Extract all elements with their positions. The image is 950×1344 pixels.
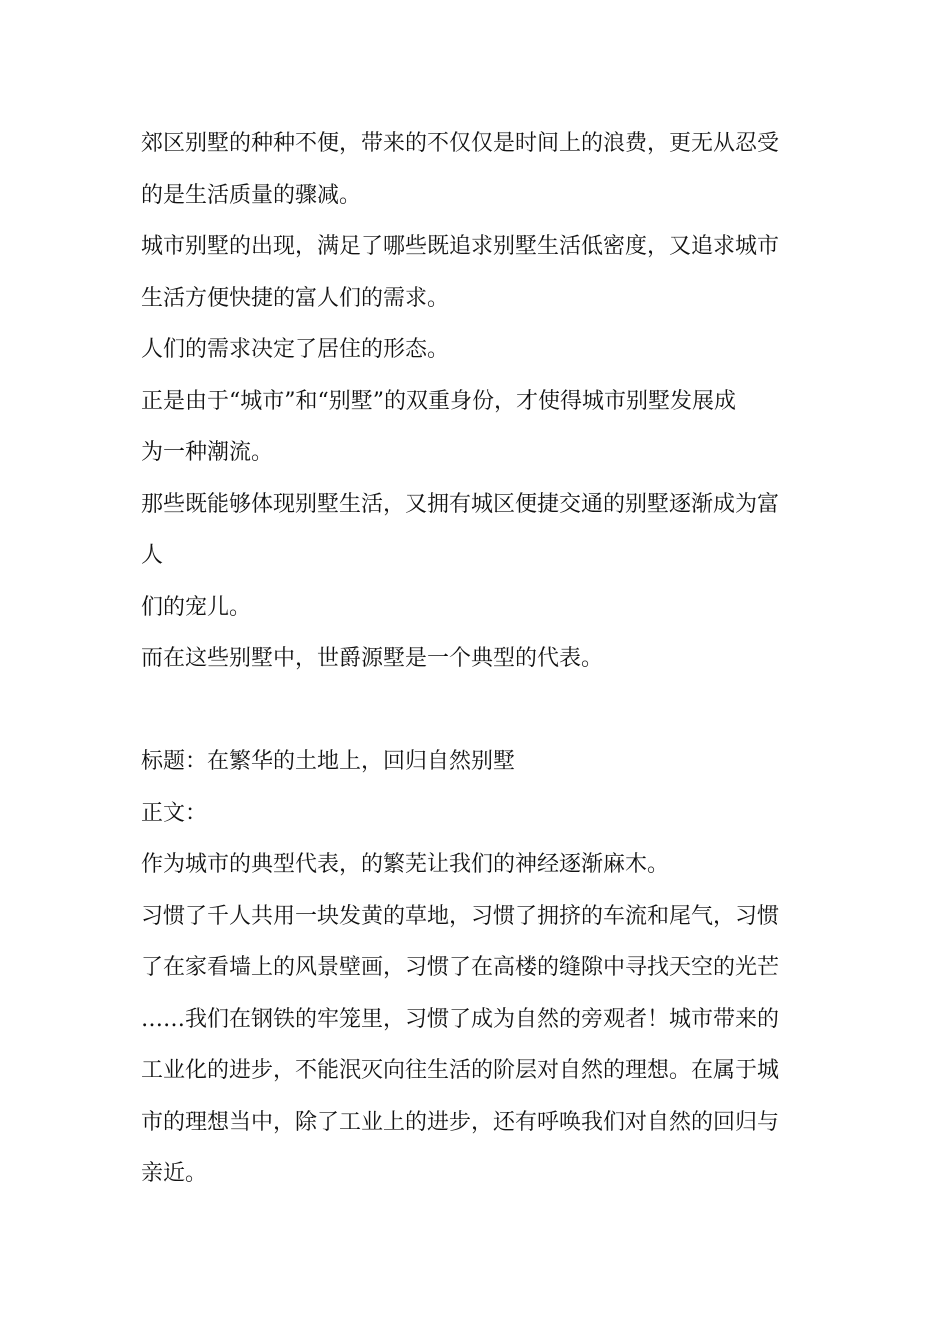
document-text — [141, 118, 801, 1200]
text-line: 们的宠儿。 — [141, 594, 252, 620]
body-line: 了在家看墙上的风景壁画，习惯了在高楼的缝隙中寻找天空的光芒 — [141, 955, 780, 980]
headline: 标题：在繁华的土地上，回归自然别墅 — [141, 749, 516, 774]
body-line: 市的理想当中，除了工业上的进步，还有呼唤我们对自然的回归与 — [141, 1109, 780, 1135]
blank-line — [141, 685, 801, 737]
text-line: 人们的需求决定了居住的形态。 — [141, 337, 450, 362]
body-label: 正文： — [141, 800, 208, 826]
text-line: 而在这些别墅中，世爵源墅是一个典型的代表。 — [141, 646, 604, 671]
text-line: 正是由于“城市”和“别墅”的双重身份，才使得城市别墅发展成 — [141, 388, 736, 414]
text-line: 那些既能够体现别墅生活，又拥有城区便捷交通的别墅逐渐成为富 — [141, 491, 780, 517]
text-line: 郊区别墅的种种不便，带来的不仅仅是时间上的浪费，更无从忍受 — [141, 131, 780, 156]
body-line: 习惯了千人共用一块发黄的草地，习惯了拥挤的车流和尾气，习惯 — [141, 903, 780, 929]
text-line: 为一种潮流。 — [141, 440, 274, 465]
text-line: 城市别墅的出现，满足了哪些既追求别墅生活低密度，又追求城市 — [141, 234, 780, 259]
body-line: 工业化的进步，不能泯灭向往生活的阶层对自然的理想。在属于城 — [141, 1058, 780, 1083]
body-line: 作为城市的典型代表，的繁芜让我们的神经逐渐麻木。 — [141, 852, 670, 877]
body-line: 亲近。 — [141, 1161, 208, 1186]
text-line: 生活方便快捷的富人们的需求。 — [141, 285, 450, 311]
text-line: 的是生活质量的骤减。 — [141, 182, 362, 208]
body-line: ……我们在钢铁的牢笼里，习惯了成为自然的旁观者！城市带来的 — [141, 1006, 780, 1032]
text-line: 人 — [141, 543, 164, 568]
